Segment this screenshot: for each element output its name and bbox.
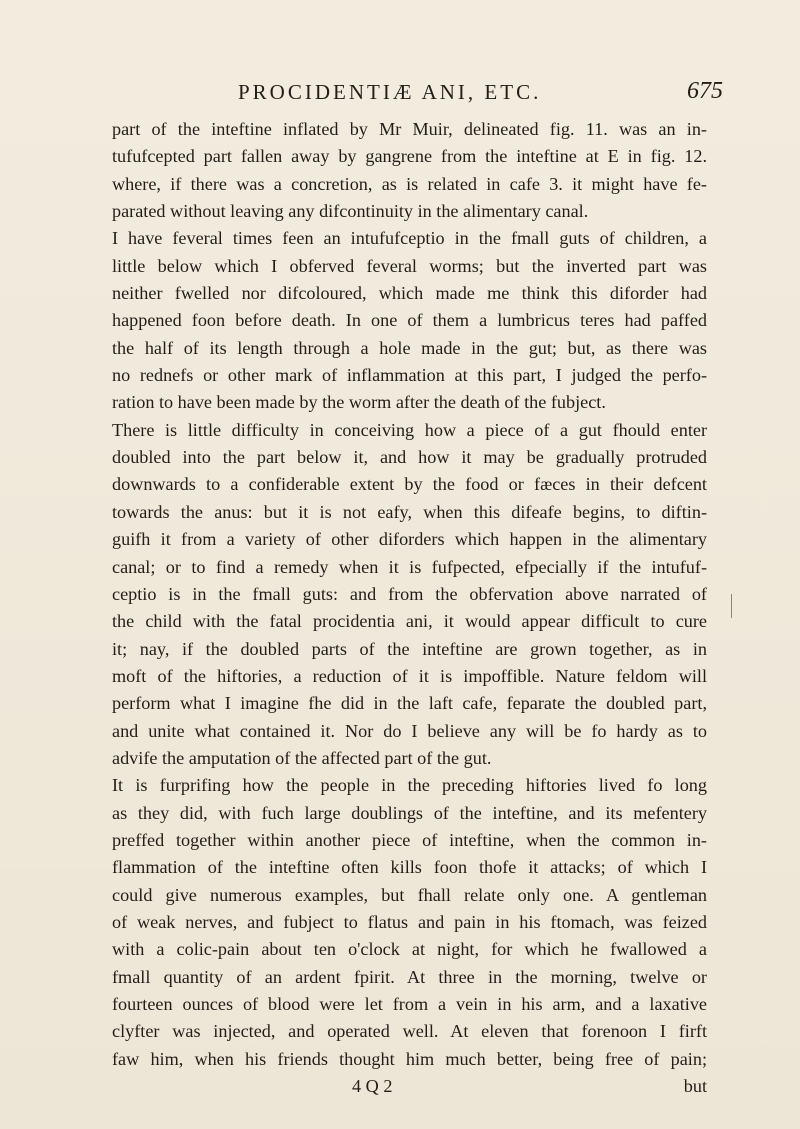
footer-line [112,1073,707,1100]
text-line: tufufcepted part fallen away by gangrene from the inteftine at E in fig. 12. [112,146,707,167]
catchword: but [683,1076,707,1097]
margin-mark [731,594,735,618]
text-line: could give numerous examples, but fhall relate only one. A gentleman [112,884,707,905]
page-number: 675 [687,78,723,104]
text-line: fmall quantity of an ardent fpirit. At three in the morning, twelve or [112,966,707,987]
text-line: flammation of the inteftine often kills foon thofe it attacks; of which I [112,857,707,878]
text-line: ration to have been made by the worm after the death of the fubject. [112,392,606,413]
text-line: moft of the hiftories, a reduction of it is impoffible. Nature feldom will [112,665,707,686]
text-line: as they did, with fuch large doublings of the inteftine, and its mefentery [112,802,707,823]
text-line: the child with the fatal procidentia ani, it would appear difficult to cure [112,611,707,632]
text-line: neither fwelled nor difcoloured, which made me think this diforder had [112,283,707,304]
text-line: advife the amputation of the affected part of the gut. [112,747,492,768]
text-line: perform what I imagine fhe did in the laft cafe, feparate the doubled part, [112,693,707,714]
text-line: ceptio is in the fmall guts: and from the obfervation above narrated of [112,583,707,604]
text-line: fourteen ounces of blood were let from a vein in his arm, and a laxative [112,994,707,1014]
text-line: no rednefs or other mark of inflammation at this part, I judged the perfo- [112,365,707,386]
body-text [112,116,707,1100]
text-line: towards the anus: but it is not eafy, when this difeafe begins, to diftin- [112,501,707,522]
text-line: doubled into the part below it, and how it may be gradually protruded [112,447,707,468]
text-line: little below which I obferved feveral worms; but the inverted part was [112,255,707,276]
text-line: downwards to a confiderable extent by the food or fæces in their defcent [112,474,707,495]
text-line: parated without leaving any difcontinuity in the alimentary canal. [112,201,589,222]
text-line: I have feveral times feen an intufufceptio in the fmall guts of children, a [112,228,707,249]
text-line: clyfter was injected, and operated well. At eleven that forenoon I firft [112,1021,707,1042]
text-line: the half of its length through a hole made in the gut; but, as there was [112,337,707,358]
text-line: It is furprifing how the people in the preceding hiftories lived fo long [112,775,707,796]
text-line: canal; or to find a remedy when it is fufpected, efpecially if the intufuf- [112,556,707,577]
text-line: where, if there was a concretion, as is related in cafe 3. it might have fe- [112,173,707,194]
text-line: preffed together within another piece of inteftine, when the common in- [112,829,707,850]
text-line: it; nay, if the doubled parts of the inteftine are grown together, as in [112,638,707,659]
signature-mark: 4 Q 2 [352,1076,393,1097]
text-line: and unite what contained it. Nor do I believe any will be fo hardy as to [112,720,707,741]
text-line: of weak nerves, and fubject to flatus and pain in his ftomach, was feized [112,911,707,932]
running-head: PROCIDENTIÆ ANI, ETC. [238,80,542,104]
text-line: happened foon before death. In one of them a lumbricus teres had paffed [112,310,707,331]
text-line: There is little difficulty in conceiving how a piece of a gut fhould enter [112,419,707,440]
text-line: guifh it from a variety of other diforders which happen in the alimentary [112,529,707,550]
text-line: part of the inteftine inflated by Mr Muir, delineated fig. 11. was an in- [112,119,707,139]
text-line: with a colic-pain about ten o'clock at night, for which he fwallowed a [112,939,707,960]
text-line: faw him, when his friends thought him much better, being free of pain; [112,1048,707,1069]
